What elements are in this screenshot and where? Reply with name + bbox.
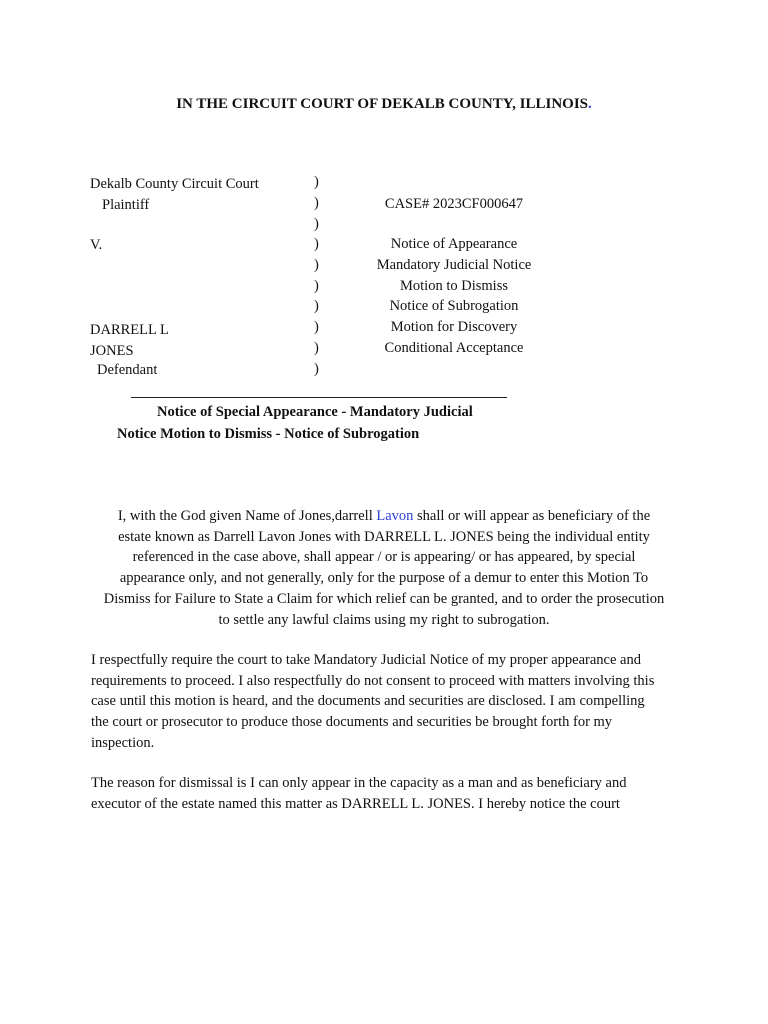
case-number: CASE# 2023CF000647 bbox=[384, 196, 524, 212]
divider-paren: ) bbox=[314, 278, 319, 294]
paragraph-line: case until this motion is heard, and the documents and securities are disclosed. I am compelling bbox=[91, 693, 645, 710]
filing-item: Motion for Discovery bbox=[390, 319, 518, 335]
defendant-label: Defendant bbox=[97, 362, 158, 378]
paragraph-line: appearance only, and not generally, only for the purpose of a demur to enter this Motion To bbox=[119, 570, 649, 587]
paragraph-line: requirements to proceed. I also respectfully do not consent to proceed with matters involving this bbox=[91, 672, 655, 689]
document-heading-line1: Notice of Special Appearance - Mandatory Judicial bbox=[157, 404, 473, 420]
caption-rule bbox=[131, 397, 507, 398]
text-run: shall or will appear as beneficiary of the bbox=[413, 508, 651, 524]
paragraph-line: Dismiss for Failure to State a Claim for which relief can be granted, and to order the prosecution bbox=[103, 590, 665, 607]
paragraph-line bbox=[80, 506, 688, 527]
paragraph-line: the court or prosecutor to produce those documents and securities be brought forth for my bbox=[91, 714, 613, 731]
filing-item: Notice of Subrogation bbox=[389, 298, 519, 314]
divider-paren: ) bbox=[314, 216, 319, 232]
highlighted-name: Lavon bbox=[376, 508, 414, 524]
divider-paren: ) bbox=[314, 340, 319, 356]
body-paragraph-2 bbox=[91, 650, 691, 754]
court-title-dot: . bbox=[588, 96, 592, 112]
divider-paren: ) bbox=[314, 174, 319, 190]
divider-paren: ) bbox=[314, 257, 319, 273]
paragraph-line: referenced in the case above, shall appear / or is appearing/ or has appeared, by special bbox=[132, 549, 636, 566]
paragraph-line: to settle any lawful claims using my right to subrogation. bbox=[218, 611, 550, 628]
document-heading-line2: Notice Motion to Dismiss - Notice of Subrogation bbox=[117, 426, 420, 442]
plaintiff-name: Dekalb County Circuit Court bbox=[90, 176, 259, 192]
filing-item: Mandatory Judicial Notice bbox=[376, 257, 532, 273]
divider-paren: ) bbox=[314, 361, 319, 377]
paragraph-line: inspection. bbox=[91, 734, 155, 751]
body-paragraph-1 bbox=[80, 506, 688, 630]
filing-item: Notice of Appearance bbox=[390, 236, 518, 252]
divider-paren: ) bbox=[314, 319, 319, 335]
body-paragraph-3 bbox=[91, 773, 691, 814]
defendant-name-line1: DARRELL L bbox=[90, 322, 169, 338]
versus-label: V. bbox=[90, 237, 103, 253]
divider-paren: ) bbox=[314, 195, 319, 211]
paragraph-line: estate known as Darrell Lavon Jones with DARRELL L. JONES being the individual entity bbox=[118, 528, 650, 545]
divider-paren: ) bbox=[314, 298, 319, 314]
plaintiff-label: Plaintiff bbox=[102, 197, 150, 213]
filing-item: Motion to Dismiss bbox=[400, 278, 508, 294]
paragraph-line: executor of the estate named this matter as DARRELL L. JONES. I hereby notice the court bbox=[91, 795, 620, 812]
filing-item: Conditional Acceptance bbox=[384, 340, 524, 356]
paragraph-line: The reason for dismissal is I can only appear in the capacity as a man and as beneficiary and bbox=[91, 775, 627, 791]
defendant-name-line2: JONES bbox=[90, 343, 134, 359]
text-run: I, with the God given Name of Jones,darrell bbox=[117, 508, 377, 524]
court-title-text: IN THE CIRCUIT COURT OF DEKALB COUNTY, ILLINOIS bbox=[176, 96, 589, 112]
court-title bbox=[0, 96, 768, 113]
divider-paren: ) bbox=[314, 236, 319, 252]
paragraph-line: I respectfully require the court to take Mandatory Judicial Notice of my proper appearance and bbox=[91, 652, 641, 668]
